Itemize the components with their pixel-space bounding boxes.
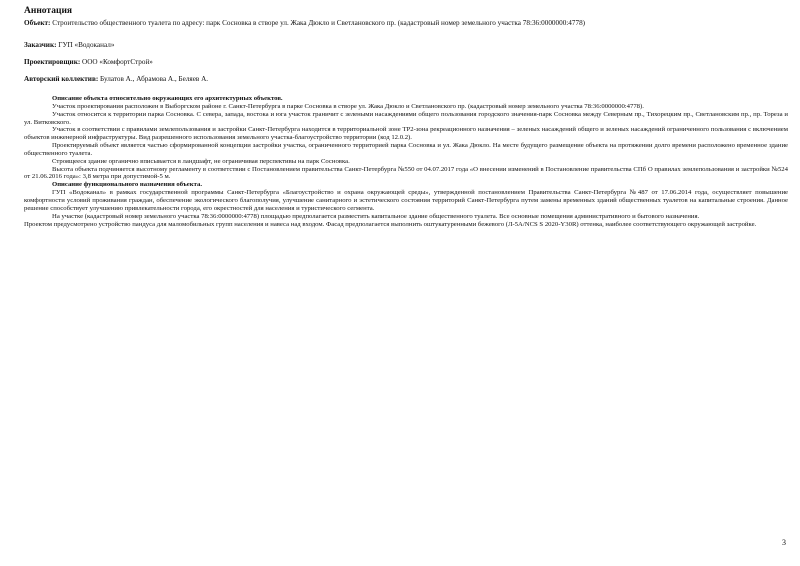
designer-label: Проектировщик: xyxy=(24,58,81,66)
section-heading-architecture: Описание объекта относительно окружающих его архитектурных объектов. xyxy=(52,95,283,102)
designer-line xyxy=(24,58,790,66)
customer-value: ГУП «Водоканал» xyxy=(56,41,115,49)
paragraph-boundaries: Участок относится к территории парка Сосновка. С севера, запада, востока и юга участок граничит с зелеными насаждениями общего пользования городского значения-парк Сосновка между Северным пр., Тихорецким пр., Светлановским пр., пр. Тореза и ул. Витковского. xyxy=(24,110,788,126)
page-title: Аннотация xyxy=(24,6,73,16)
authors-line xyxy=(24,75,790,83)
paragraph-facade: Проектом предусмотрено устройство пандуса для маломобильных групп населения и навеса над входом. Фасад предполагается выполнить оштукатуренными бежевого (Л-5A/NCS S 2020-Y30R) оттенка, наиболее соответствующего окружающей застройке. xyxy=(24,220,757,228)
designer-value: ООО «КомфортСтрой» xyxy=(80,58,153,66)
paragraph-zoning: Участок в соответствии с правилами землепользования и застройки Санкт-Петербурга находится в территориальной зоне ТР2-зона рекреационного назначения – зеленых насаждений общего и зеленых насаждений ограниченного пользования с включением объектов инженерной инфраструктуры. Вид разрешенного использования земельного участка-благоустройство территории (код 12.0.2). xyxy=(24,126,788,142)
page-number: 3 xyxy=(782,538,786,547)
object-value: Строительство общественного туалета по адресу: парк Сосновка в створе ул. Жака Дюкло и Светлановского пр. (кадастровый номер земельного участка 78:36:0000000:4778) xyxy=(50,19,586,27)
paragraph-site: На участке (кадастровый номер земельного участка 78:36:0000000:4778) площадью предполагается разместить капитальное здание общественного туалета. Все основные помещения административного и бытового назначения. xyxy=(52,212,700,220)
object-label: Объект: xyxy=(24,19,51,27)
authors-value: Булатов А., Абрамова А., Беляев А. xyxy=(98,75,209,83)
section-heading-function: Описание функционального назначения объекта. xyxy=(52,181,203,189)
annotation-body xyxy=(24,95,788,228)
paragraph-landscape: Строящееся здание органично вписывается в ландшафт, не ограничивая перспективы на парк Сосновка. xyxy=(52,157,350,165)
paragraph-program: ГУП «Водоканал» в рамках государственной программы Санкт-Петербурга «Благоустройство и охрана окружающей среды», утвержденной постановлением Правительства Санкт-Петербурга №487 от 17.06.2014 года, осуществляет повышение комфортности условий проживания граждан, обеспечение экологического благополучия, улучшение санитарного и эстетического состояния территорий Санкт-Петербурга путем замены временных зданий общественных туалетов на капитальные строения. Данное решение способствует улучшению привлекательности города, его окрестностей для населения и туристического сегмента. xyxy=(24,189,788,212)
customer-line xyxy=(24,41,790,49)
authors-label: Авторский коллектив: xyxy=(24,75,99,83)
paragraph-height: Высота объекта подчиняется высотному регламенту в соответствии с Постановлением правительства Санкт-Петербурга №550 от 04.07.2017 года «О внесении изменений в Постановление правительства СПб О правилах землепользования и застройки №524 от 21.06.2016 года»: 3,8 метра при допустимой-5 м. xyxy=(24,165,788,181)
paragraph-location: Участок проектирования расположен в Выборгском районе г. Санкт-Петербурга в парке Сосновка в створе ул. Жака Дюкло и Светлановского пр. (кадастровый номер земельного участка 78:36:0000000:4778). xyxy=(52,102,644,110)
paragraph-concept: Проектируемый объект является частью сформированной концепции застройки участка, ограниченного территорией парка Сосновка и ул. Жака Дюкло. На месте будущего размещение объекта на протяжении долго времени расположено временное здание общественного туалета. xyxy=(24,142,788,157)
customer-label: Заказчик: xyxy=(24,41,57,49)
object-line xyxy=(24,19,790,27)
